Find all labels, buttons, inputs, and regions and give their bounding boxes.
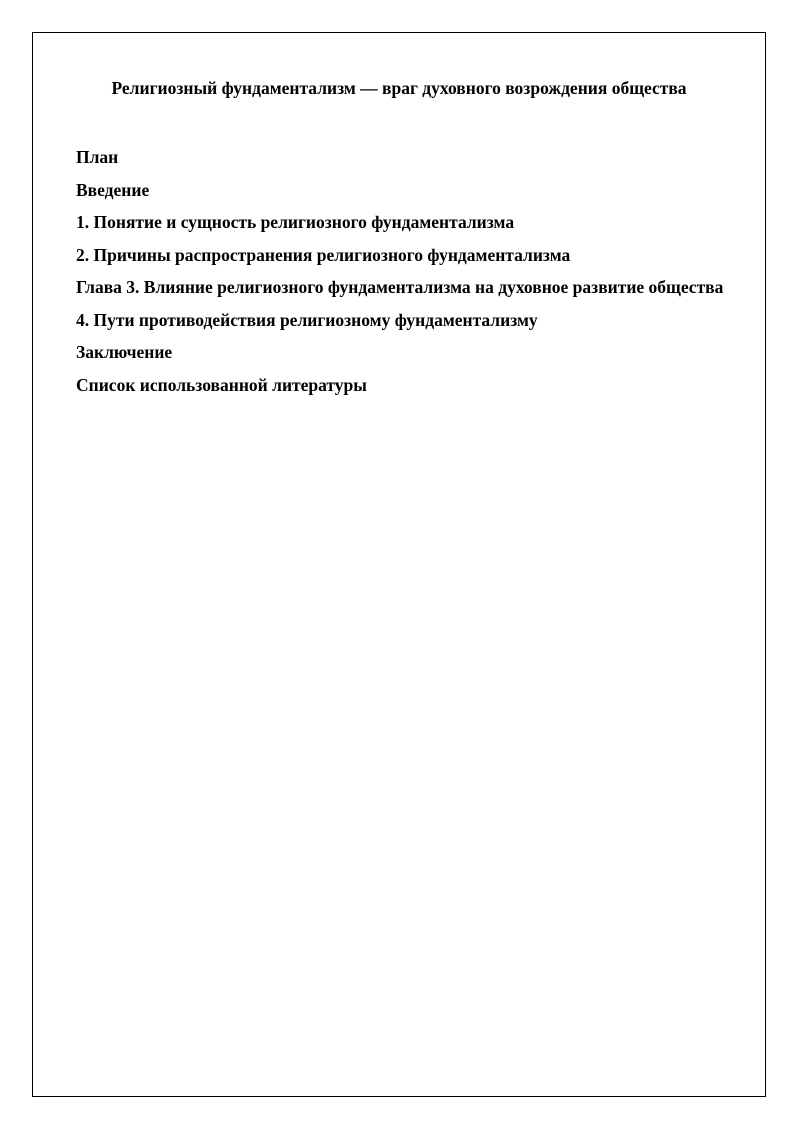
table-of-contents [76, 141, 742, 401]
toc-item-references: Список использованной литературы [76, 374, 367, 395]
plan-heading: План [76, 147, 119, 167]
toc-item-2: 2. Причины распространения религиозного фундаментализма [76, 244, 571, 265]
toc-item-3: Глава 3. Влияние религиозного фундаментализма на духовное развитие общества [76, 277, 724, 297]
document-page [32, 32, 766, 1097]
toc-item-4: 4. Пути противодействия религиозному фундаментализму [76, 309, 538, 330]
toc-item-1: 1. Понятие и сущность религиозного фундаментализма [76, 212, 515, 232]
toc-item-introduction: Введение [76, 179, 150, 200]
document-title: Религиозный фундаментализм — враг духовного возрождения общества [111, 78, 687, 98]
toc-item-conclusion: Заключение [76, 342, 173, 362]
